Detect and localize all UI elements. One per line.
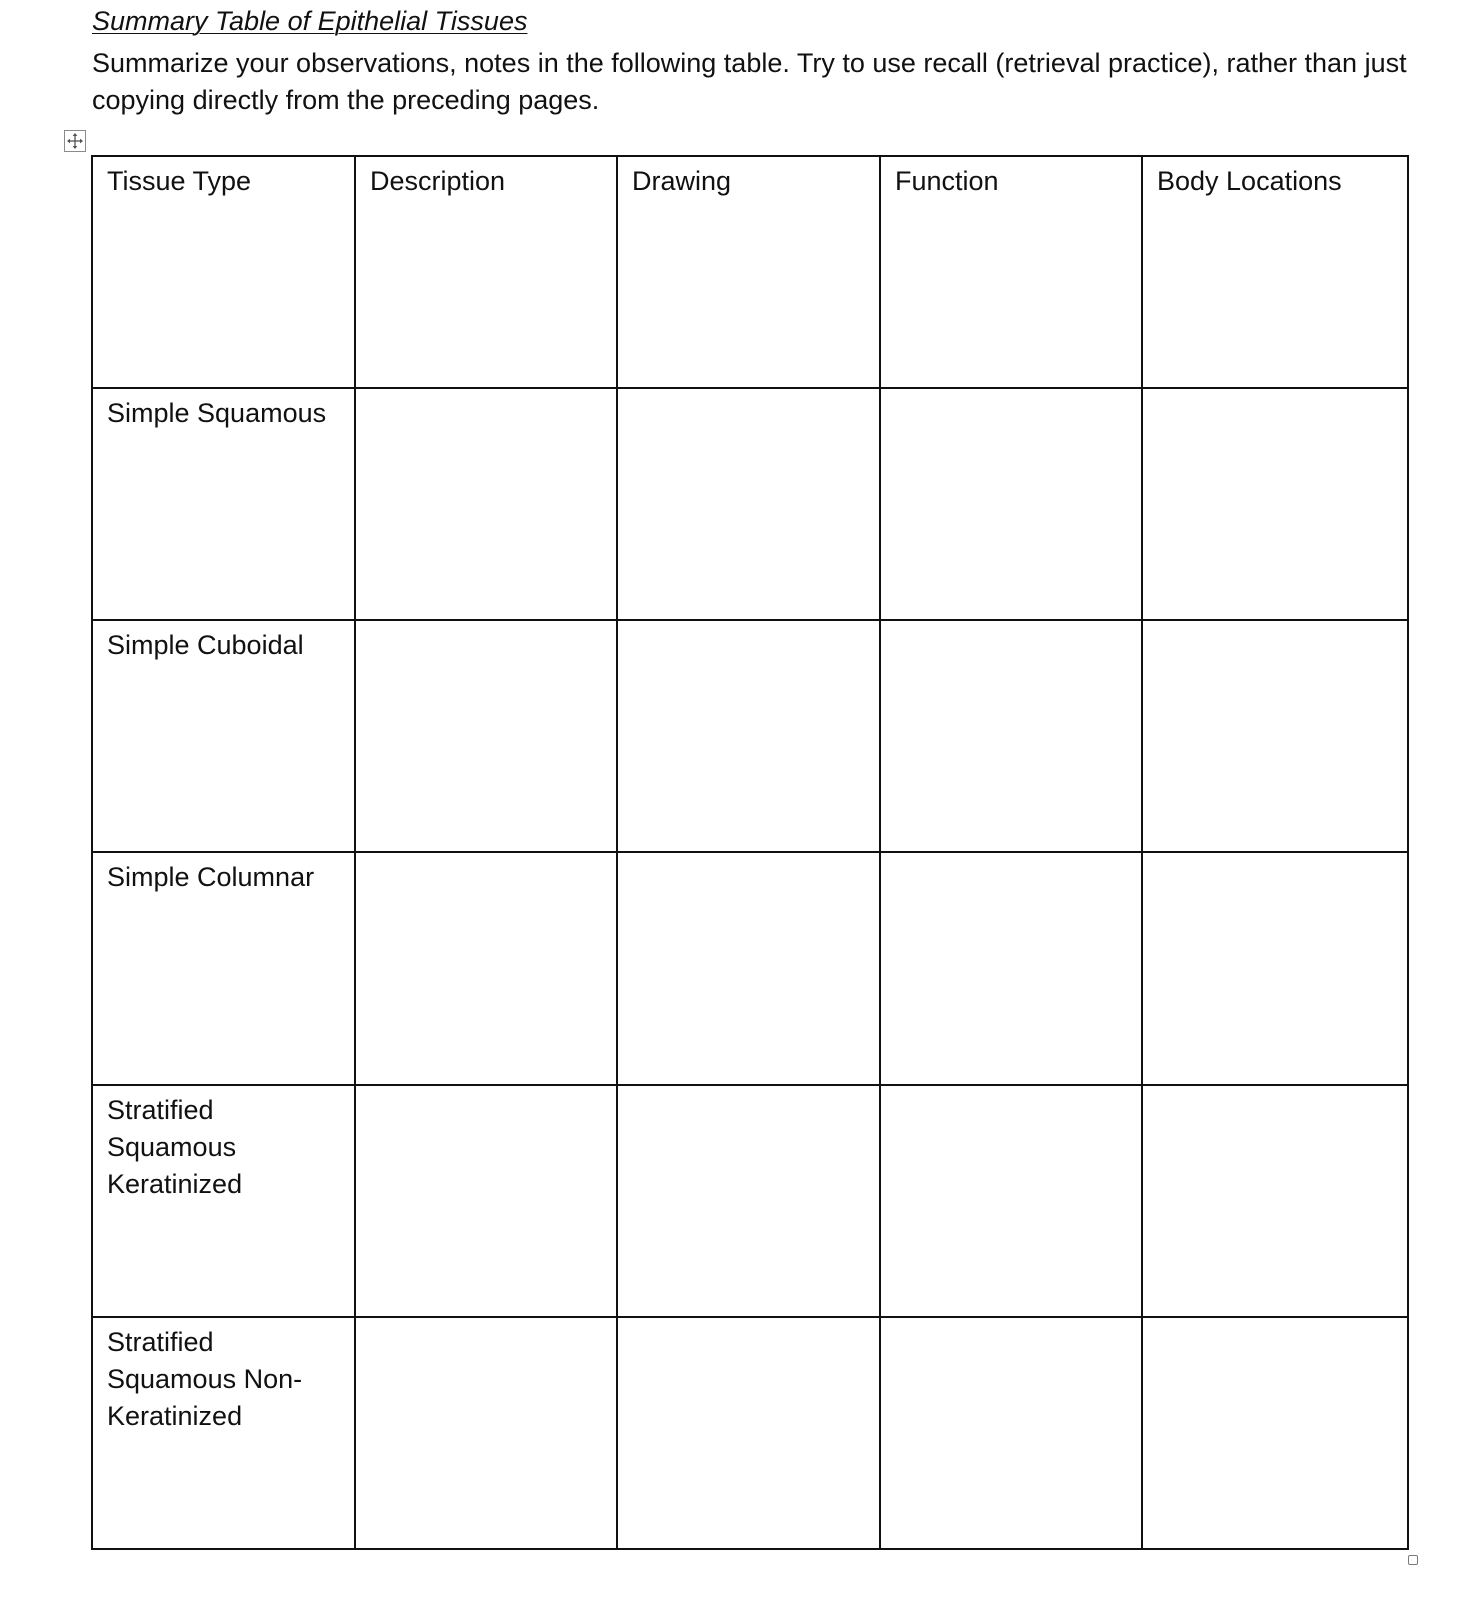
- tissue-type-cell[interactable]: [92, 852, 355, 1084]
- body-locations-cell[interactable]: [1142, 620, 1408, 852]
- drawing-cell[interactable]: [617, 620, 880, 852]
- tissue-type-cell[interactable]: [92, 1085, 355, 1317]
- table-row: [92, 388, 1408, 620]
- description-cell[interactable]: [355, 388, 617, 620]
- table-move-handle[interactable]: [64, 130, 86, 152]
- tissue-type-label: Stratified Squamous Keratinized: [107, 1094, 243, 1199]
- function-cell[interactable]: [880, 388, 1142, 620]
- header-label: Drawing: [632, 166, 732, 196]
- header-cell-body-locations[interactable]: [1142, 156, 1408, 388]
- header-label: Function: [895, 166, 999, 196]
- table-row: [92, 620, 1408, 852]
- tissue-type-cell[interactable]: [92, 388, 355, 620]
- table-resize-handle[interactable]: [1408, 1555, 1418, 1565]
- drawing-cell[interactable]: [617, 1085, 880, 1317]
- description-cell[interactable]: [355, 1085, 617, 1317]
- function-cell[interactable]: [880, 620, 1142, 852]
- instructions-paragraph: Summarize your observations, notes in the following table. Try to use recall (retrieval practice), rather than just copying directly from the preceding pages.: [92, 48, 1407, 115]
- tissue-type-label: Simple Columnar: [107, 862, 315, 893]
- function-cell[interactable]: [880, 852, 1142, 1084]
- drawing-cell[interactable]: [617, 388, 880, 620]
- drawing-cell[interactable]: [617, 852, 880, 1084]
- description-cell[interactable]: [355, 1317, 617, 1549]
- tissue-type-cell[interactable]: [92, 1317, 355, 1549]
- body-locations-cell[interactable]: [1142, 852, 1408, 1084]
- document-title: Summary Table of Epithelial Tissues: [92, 6, 528, 36]
- header-cell-tissue-type[interactable]: [92, 156, 355, 388]
- header-cell-drawing[interactable]: [617, 156, 880, 388]
- function-cell[interactable]: [880, 1085, 1142, 1317]
- tissue-type-label: Simple Squamous: [107, 398, 327, 429]
- body-locations-cell[interactable]: [1142, 1085, 1408, 1317]
- body-locations-cell[interactable]: [1142, 388, 1408, 620]
- table-row: [92, 852, 1408, 1084]
- header-label: Tissue Type: [107, 166, 252, 196]
- tissue-type-label: Stratified Squamous Non-Keratinized: [107, 1326, 303, 1431]
- drawing-cell[interactable]: [617, 1317, 880, 1549]
- body-locations-cell[interactable]: [1142, 1317, 1408, 1549]
- move-arrows-icon: [65, 131, 85, 151]
- epithelial-summary-table: [91, 155, 1409, 1550]
- header-cell-function[interactable]: [880, 156, 1142, 388]
- table-row: [92, 1085, 1408, 1317]
- header-label: Body Locations: [1157, 166, 1342, 196]
- description-cell[interactable]: [355, 620, 617, 852]
- description-cell[interactable]: [355, 852, 617, 1084]
- function-cell[interactable]: [880, 1317, 1142, 1549]
- tissue-type-cell[interactable]: [92, 620, 355, 852]
- tissue-type-label: Simple Cuboidal: [107, 630, 304, 661]
- header-cell-description[interactable]: [355, 156, 617, 388]
- table-row: [92, 1317, 1408, 1549]
- header-label: Description: [370, 166, 506, 196]
- table-header-row: [92, 156, 1408, 388]
